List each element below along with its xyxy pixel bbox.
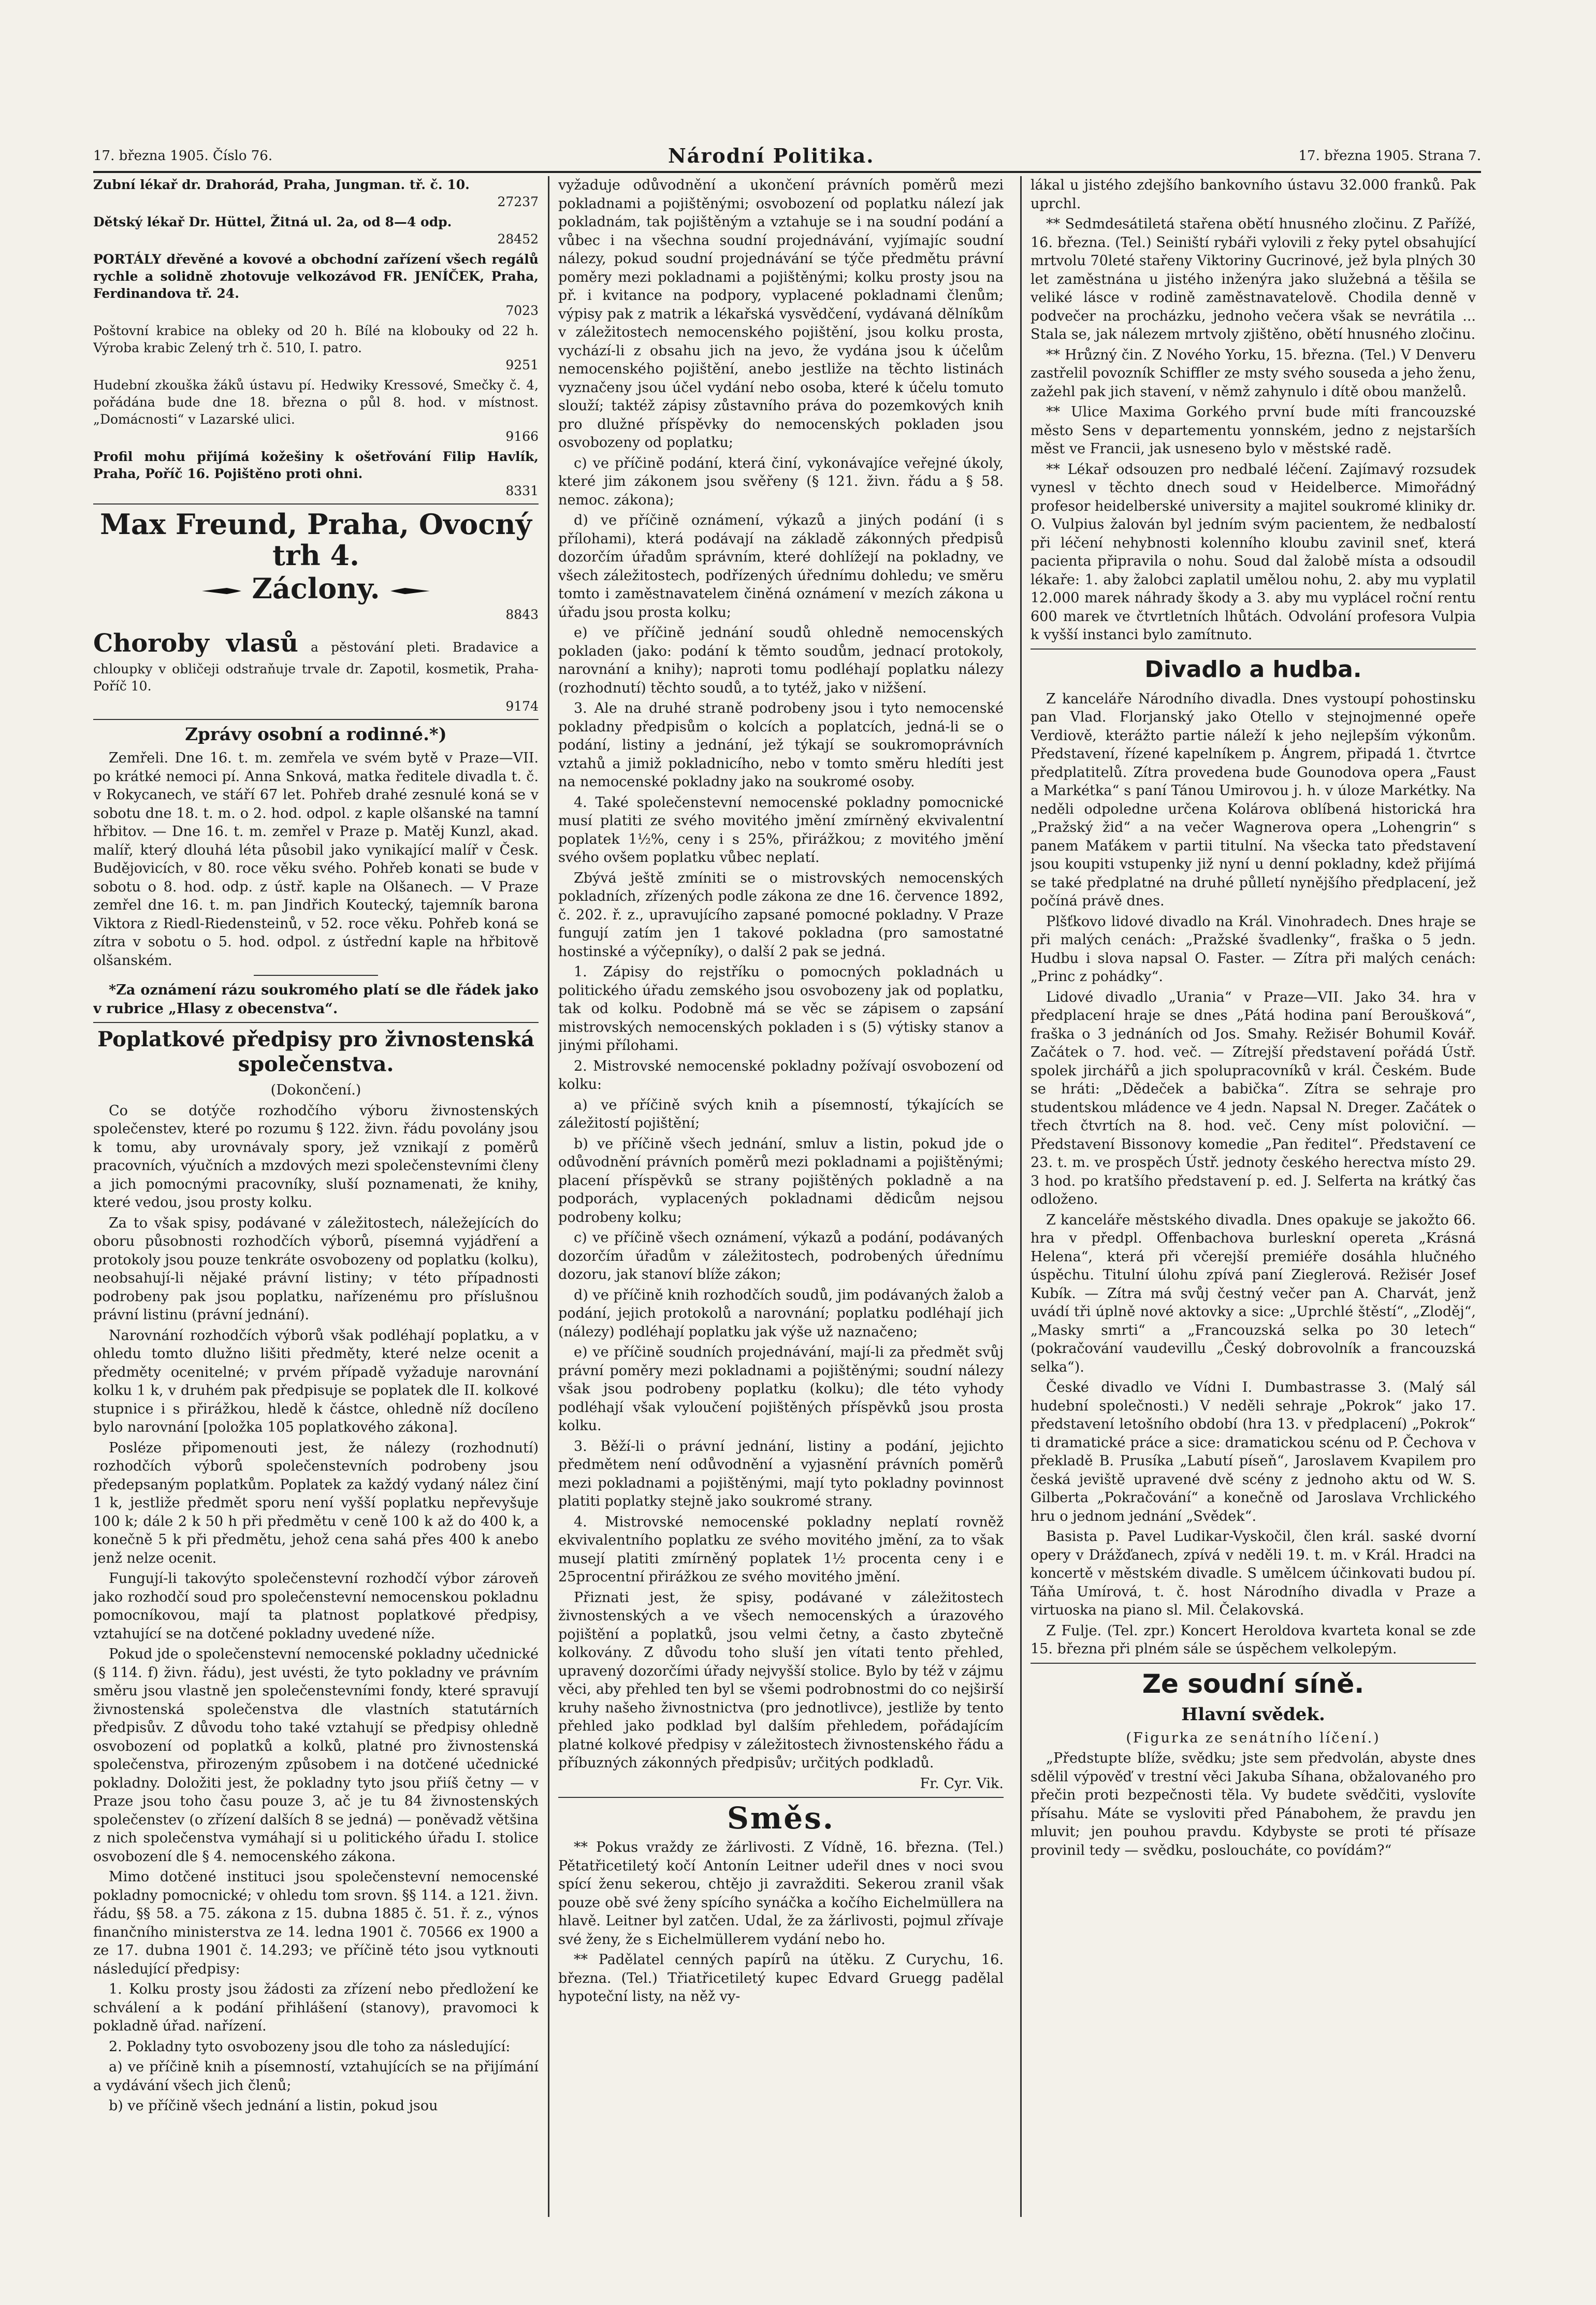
masthead: Národní Politika.	[668, 144, 875, 167]
article-paragraph: e) ve příčině jednání soudů ohledně nemocenských pokladen (jako: podání k těmto soudům, jednací protokoly, narovnání a knihy); naproti tomu podléhají poplatku nálezy (rozhodnutí) těchto soudů, a to tytéž, jako v nižšení.	[558, 625, 1004, 696]
article-paragraph: a) ve příčině svých knih a písemností, týkajících se záležitostí pojištění;	[558, 1097, 1004, 1131]
article-paragraph: Plšťkovo lidové divadlo na Král. Vinohradech. Dnes hraje se při malých cenách: „Pražské švadlenky“, fraška o 5 jedn. Hudbu i slova napsal O. Faster. — Zítra při malých cenách: „Princ z pohádky“.	[1031, 913, 1476, 985]
ad-kozesiny: Profil mohu přijímá kožešiny k ošetřování Filip Havlík, Praha, Poříč 16. Pojištěno proti ohni. 8331	[93, 449, 539, 498]
pointing-hand-icon	[389, 585, 431, 597]
article-paragraph: 2. Pokladny tyto osvobozeny jsou dle toho za následující:	[109, 2038, 511, 2055]
article-paragraph: Basista p. Pavel Ludikar-Vyskočil, člen král. saské dvorní opery v Drážďanech, zpívá v neděli 19. t. m. v Král. Hradci na koncertě v městském divadle. S umělcem účinkovati budou pí. Táňa Umírová, t. č. host Národního divadla v Praze a virtuoska na piano sl. Mil. Čelakovská.	[1031, 1529, 1476, 1618]
article-paragraph: ** Sedmdesátiletá stařena obětí hnusného zločinu. Z Pařížé, 16. března. (Tel.) Seiniští rybáři vylovili z řeky pytel obsahující mrtvolu 70leté stařeny Viktoriny Gucrinové, jež byla plných 30 let zaměstnána u jistého inženýra jako služebná a těšila se veliké lásce v rodině zaměstnavatelově. Chodila denně v podvečer na procházku, jednoho večera však se nevrátila ... Stala se, jak nálezem mrtvoly zjištěno, obětí hnusného zločinu.	[1031, 216, 1476, 342]
article-paragraph: Mimo dotčené instituci jsou společenstevní nemocenské pokladny pomocnické; v ohledu tom srovn. §§ 114. a 121. živn. řádu, §§ 58. a 75. zákona z 15. dubna 1885 č. 51. ř. z., výnos finančního ministerstva ze 14. ledna 1901 č. 70566 ex 1900 a ze 17. dubna 1901 č. 14.293; ve příčině této jsou vytknouti následující předpisy:	[93, 1869, 539, 1977]
article-paragraph: a) ve příčině knih a písemností, vztahujících se na přijímání a vydávání všech jich členů;	[93, 2059, 539, 2094]
divider	[93, 503, 539, 505]
article-paragraph: Lidové divadlo „Urania“ v Praze—VII. Jako 34. hra v předplacení hraje se dnes „Pátá hodina paní Beroušková“, fraška o 3 jednáních od Jos. Smahy. Režisér Bohumil Kovář. Začátek o 7. hod. več. — Zítrejší představení pořádá Ústř. spolek jirchářů a jich spolupracovníků v král. Českém. Bude se hráti: „Dědeček a babička“. Zítra se sehraje pro studentskou mládence ve 4 jedn. Napsal N. Dreger. Začátek o třech čtvrtích na 8. hod. več. Ceny míst poloviční. — Představení Bissonovy komedie „Pan ředitel“. Představení ce 23. t. m. ve prospěch Ústř. jednoty českého herectva místo 29. 3 hod. po kratšího představení p. ed. J. Selferta na krátký čas odloženo.	[1031, 989, 1476, 1207]
ad-max-freund: Max Freund, Praha, Ovocný trh 4.	[100, 508, 532, 572]
continuation-note: (Dokončení.)	[270, 1082, 361, 1098]
ad-zaclony: Záclony.	[93, 573, 539, 604]
page-header	[93, 144, 1481, 170]
ad-number: 9174	[505, 699, 539, 714]
section-title-soud: Ze soudní síně.	[1142, 1668, 1365, 1699]
header-right: 17. března 1905. Strana 7.	[1298, 148, 1481, 164]
article-paragraph: lákal u jistého zdejšího bankovního ústavu 32.000 franků. Pak uprchl.	[1031, 177, 1476, 212]
divider	[254, 975, 378, 976]
ad-choroby-vlasu: Choroby vlasů a pěstování pleti. Bradavice a chloupky v obličeji odstraňuje trvale dr. Zapotil, kosmetik, Praha-Poříč 10.	[93, 629, 539, 694]
article-title-poplatkove: Poplatkové předpisy pro živnostenská společenstva.	[97, 1027, 534, 1076]
article-paragraph: Z Fulje. (Tel. zpr.) Koncert Heroldova kvarteta konal se zde 15. března při plném sále se úspěchem velkolepým.	[1031, 1622, 1476, 1657]
article-paragraph: ** Lékař odsouzen pro nedbalé léčení. Zajímavý rozsudek vynesl v těchto dnech soud v Heidelberce. Mimořádný profesor heidelberské university a majitel soukromé kliniky dr. O. Vulpius žalován byl jedním svým pacientem, že nedbalostí při léčení nehybnosti kolenního kloubu zavinil sneť, která pacienta připravila o nohu. Soud dal žalobě místa a odsoudil lékaře: 1. aby žalobci zaplatil umělou nohu, 2. aby mu vyplatil 12.000 marek náhrady škody a 3. aby mu vyplácel roční rentu 600 marek ve čtvrtletních lhůtách. Odvolání profesora Vulpia k vyšší instanci bylo zamítnuto.	[1031, 461, 1476, 643]
column-1	[93, 176, 539, 2217]
article-paragraph: 1. Kolku prosty jsou žádosti za zřízení nebo předložení ke schválení a k podání přihlášení (stanovy), pravomoci k pokladně úřad. nařízení.	[93, 1981, 539, 2034]
ad-portaly: PORTÁLY dřevěné a kovové a obchodní zařízení všech regálů rychle a solidně zhotovuje velkozávod FR. JENÍČEK, Praha, Ferdinandova tř. 24. 7023	[93, 252, 539, 318]
article-paragraph: Za to však spisy, podávané v záležitostech, náležejících do oboru působnosti rozhodčích výborů, písemná vyjádření a protokoly jsou pouze tenkráte osvobozeny od poplatku (kolku), neobsahují-li nějaké právní listiny; v této případnosti podrobeny pak jsou poplatku, nařízenému pro příslušnou právní listinu (právní jednání).	[93, 1215, 539, 1323]
author-signature: Fr. Cyr. Vik.	[920, 1775, 1004, 1792]
section-title-zpravy: Zprávy osobní a rodinné.*)	[185, 724, 447, 745]
divider	[558, 1797, 1004, 1798]
article-paragraph: 2. Mistrovské nemocenské pokladny požívají osvobození od kolku:	[558, 1058, 1004, 1092]
ad-hudebni-zkouska: Hudební zkouška žáků ústavu pí. Hedwiky Kressové, Smečky č. 4, pořádána bude dne 18. března o půl 8. hod. v místnost. „Domácnosti“ v Lazarské ulici. 9166	[93, 378, 539, 444]
article-title-svedek: Hlavní svědek.	[1181, 1704, 1325, 1725]
column-divider	[548, 176, 549, 2217]
article-paragraph: Zbývá ještě zmíniti se o mistrovských nemocenských pokladních, zřízených podle zákona ze dne 16. července 1892, č. 202. ř. z., upravujícího zapsané pomocné pokladny. V Praze fungují zatím jen 1 takové pokladna (pro samostatné hostinské a výčepníky), o další 2 pak se jedná.	[558, 870, 1004, 960]
article-paragraph: Fungují-li takovýto společenstevní rozhodčí výbor zároveň jako rozhodčí soud pro společenstevní nemocenskou pokladnu pomocníkovou, mají ta platnost poplatkové předpisy, vztahující se na dotčené pokladny uvedené níže.	[93, 1571, 539, 1642]
section-title-divadlo: Divadlo a hudba.	[1144, 656, 1362, 683]
article-subtitle: (Figurka ze senátního líčení.)	[1126, 1730, 1381, 1746]
article-paragraph: Pokud jde o společenstevní nemocenské pokladny učednické (§ 114. f) živn. řádu), jest uvésti, že tyto pokladny ve právním směru jsou vlastně jen společenstevními fondy, které spravují živnostenská společenstva dle vlastních statutárních předpisův. Z důvodu toho také vztahují se předpisy ohledně osvobození od poplatků a kolků, platné pro živnostenská společenstva, přirozeným způsobem i na dotčené učednické pokladny. Doložiti jest, že pokladny tyto jsou přiíš četny — v Praze jsou toho času pouze 3, ač je tu 84 živnostenských společenstev (o zřízení dalších 8 se jedná) — poněvadž většina z nich společenstva vymáhají si u politického úřadu I. stolice osvobození dle § 4. nemocenského zákona.	[93, 1646, 539, 1865]
ad-dentist: Zubní lékař dr. Drahorád, Praha, Jungman. tř. č. 10. 27237	[93, 177, 539, 209]
article-paragraph: vyžaduje odůvodnění a ukončení právních poměrů mezi pokladnami a pojištěnými; osvobození od poplatku nálezí jak pokladnám, tak pojištěným a vztahuje se i na soudní podání a vůbec i na všechna soudní projednávání, vyjímajíc soudní nálezy, pokud soudní projednávání se týče předmětu právní poměry mezi pokladnami a pojištěnými; kolku prosty jsou na př. i kvitance na podpory, vyplacené pokladnami členům; výpisy pak z matrik a lékařská vysvědčení, vydávaná dělníkům v záležitostech nemocenského pojištění, jsou kolku prosta, vychází-li z obsahu jich na jevo, že vydána jsou k účelům nemocenského pojištění, anebo jestliže na těchto listinách vyznačeny jsou účel vydání nebo osoba, které k účelu tomuto slouží; taktéž zápisy zůstavního práva do pozemkových knih pro dlužné příspěvky do nemocenských pokladen jsou osvobozeny od poplatku;	[558, 177, 1004, 451]
article-paragraph: Z kanceláře Národního divadla. Dnes vystoupí pohostinsku pan Vlad. Florjanský jako Otello v stejnojmenné opeře Verdiově, kterážto partie náleží k jeho nejlepším výkonům. Představení, řízené kapelníkem p. Ángrem, připadá 1. čtvrtce předplatitelů. Zítra provedena bude Gounodova opera „Faust a Markétka“ s paní Tánou Umirovou j. h. v úloze Markétky. Na neděli odpoledne určena Kolárova oblíbená historická hra „Pražský žid“ a na večer Wagnerova opera „Lohengrin“ s panem Maťákem v partii titulní. Na všecka tato představení jsou koupiti vstupenky již nyní u denní pokladny, kdež přijímá se také předplatné na druhé půlletí nynějšího předplacení, jež počíná právě dnes.	[1031, 690, 1476, 909]
article-paragraph: ** Hrůzný čin. Z Nového Yorku, 15. března. (Tel.) V Denveru zastřelil povozník Schiffler ze msty svého souseda a jeho ženu, zažehl pak jich stavení, v němž zahynulo i dítě obou manželů.	[1031, 347, 1476, 400]
article-paragraph: d) ve příčině knih rozhodčích soudů, jim podávaných žalob a podání, jejich protokolů a narovnání; poplatku podléhají jich (nálezy) podléhají poplatku jak výše už naznačeno;	[558, 1287, 1004, 1340]
article-paragraph: ** Ulice Maxima Gorkého první bude míti francouzské město Sens v departementu yonnském, jedno z nejstarších měst ve Francii, jak usneseno bylo v městské radě.	[1031, 404, 1476, 457]
article-paragraph: Posléze připomenouti jest, že nálezy (rozhodnutí) rozhodčích výborů společenstevních podrobeny jsou předepsaným poplatkům. Poplatek za každý vydaný nález činí 1 k, jestliže předmět sporu není vyšší poplatku nepřevyšuje 100 k; dále 2 k 50 h při předmětu v ceně 100 k až do 400 k, a konečně 5 k při předmětu, jehož cena sahá přes 400 k anebo jenž nelze ocenit.	[93, 1439, 539, 1566]
header-left: 17. března 1905. Číslo 76.	[93, 148, 273, 164]
article-paragraph: ** Pokus vraždy ze žárlivosti. Z Vídně, 16. března. (Tel.) Pětatřicetiletý kočí Antonín Leitner udeřil dnes v noci svou spící ženu sekerou, chtějo ji zavražditi. Sekerou zranil však pouze obě své ženy spícího synáčka a kočího Eichelmüllera na hlavě. Leitner byl zatčen. Udal, že za žárlivosti, pojmul zřívaje své ženy, že s Eichelmüllerem vydání nebo ho.	[558, 1839, 1004, 1948]
article-paragraph: 3. Běží-li o právní jednání, listiny a podání, jejichto předmětem není odůvodnění a vyjasnění právních poměrů mezi pokladnami a pojištěnými, mají tyto pokladny povinnost platiti poplatky stejně jako soukromé strany.	[558, 1438, 1004, 1509]
article-paragraph: d) ve příčině oznámení, výkazů a jiných podání (i s přílohami), která podávají na základě zákonných předpisů dozorčím úřadům správním, které dohlížejí na pokladny, ve všech záležitostech, podřízených úřednímu dohledu; ve směru tomto i zaměstnavatelem činěná oznámení v mezích zákona u úřadu jsou prosta kolku;	[558, 512, 1004, 621]
article-paragraph: Narovnání rozhodčích výborů však podléhají poplatku, a v ohledu tomto dlužno lišiti předměty, které nelze ocenit a předměty ocenitelné; v prvém případě vyžaduje narovnání kolku 1 k, v druhém pak předpisuje se poplatek dle II. kolkové stupnice i s přirážkou, hledě k částce, ohledně níž docíleno bylo narovnání [položka 105 poplatkového zákona].	[93, 1327, 539, 1435]
divider	[1031, 1663, 1476, 1664]
divider	[1031, 649, 1476, 650]
article-paragraph: ** Padělatel cenných papírů na útěku. Z Curychu, 16. března. (Tel.) Třiatřicetiletý kupec Edvard Gruegg padělal hypoteční listy, na něž vy-	[558, 1952, 1004, 2005]
note-rates: *Za oznámení rázu soukromého platí se dle řádek jako v rubrice „Hlasy z obecenstva“.	[93, 982, 539, 1017]
article-paragraph: „Předstupte blíže, svědku; jste sem předvolán, abyste dnes sdělil výpověď v trestní věci Jakuba Síhana, obžalovaného pro přečin proti bezpečnosti těla. Vy budete svědčiti, vyslovíte přísahu. Máte se vysloviti před Pánabohem, že pravdu jen mluvit; jen pouhou pravdu. Kdybyste se proti té přísaze provinil tedy — svědku, posloucháte, co povídám?“	[1031, 1750, 1476, 1859]
article-paragraph: b) ve příčině všech jednání, smluv a listin, pokud jde o odůvodnění právních poměrů mezi pokladnami a pojištěnými; placení příspěvků se strany pojištěných pokladně a na podporách, vyplacených pokladnami dědicům nejsou podrobeny kolku;	[558, 1135, 1004, 1226]
article-paragraph: České divadlo ve Vídni I. Dumbastrasse 3. (Malý sál hudební společnosti.) V neděli sehraje „Pokrok“ jako 17. představení letošního období (hra 13. v předplacení) „Pokrok“ ti dramatické práce a sice: dramatickou scénu od P. Čechova v překladě B. Prusíka „Labutí píseň“, Jaroslavem Kvapilem pro česká jeviště upravené dvě scény z jednoho aktu od W. S. Gilberta „Pokračování“ a konečně od Jaroslava Vrchlického hru o jednom jednání „Svědek“.	[1031, 1379, 1476, 1524]
article-paragraph: c) ve příčině všech oznámení, výkazů a podání, podávaných dozorčím úřadům v záležitostech, podrobených úřednímu dozoru, jak stanoví blíže zákon;	[558, 1230, 1004, 1283]
header-rule	[93, 171, 1481, 173]
article-paragraph: 4. Také společenstevní nemocenské pokladny pomocnické musí platiti ze svého movitého jmění zmírněný ekvivalentní poplatek 1½%, ceny i s 25%, přirážkou; z movitého jmění svého ovšem poplatku vůbec neplatí.	[558, 794, 1004, 866]
article-paragraph: c) ve příčině podání, která činí, vykonávajíce veřejné úkoly, které jim zákonem jsou svěřeny (§ 121. živn. řádu a § 58. nemoc. zákona);	[558, 455, 1004, 508]
column-3	[1031, 176, 1476, 2217]
section-title-smes: Směs.	[727, 1800, 835, 1836]
ad-pediatrician: Dětský lékař Dr. Hüttel, Žitná ul. 2a, od 8—4 odp. 28452	[93, 214, 539, 247]
divider	[93, 1022, 539, 1023]
article-paragraph: e) ve příčině soudních projednávání, mají-li za předmět svůj právní poměry mezi pokladnami a pojištěnými; soudní nálezy však jsou podrobeny poplatku (kolku); dle této vyhody podléhají však vyloučení pojištěných příspěvků jsou prosta kolku.	[558, 1344, 1004, 1434]
article-zemreli: Zemřeli. Dne 16. t. m. zemřela ve svém bytě v Praze—VII. po krátké nemoci pí. Anna Snková, matka ředitele divadla t. č. v Rokycanech, ve stáří 67 let. Pohřeb drahé zesnulé koná se v sobotu dne 18. t. m. o 2. hod. odpol. z kaple olšanské na tamní hřbitov. — Dne 16. t. m. zemřel v Praze p. Matěj Kunzl, akad. malíř, který dlouhá léta působil jako vynikající malíř v Česk. Budějovicích, v 80. roce věku svého. Pohřeb konati se bude v sobotu o 8. hod. odp. z ústř. kaple na Olšanech. — V Praze zemřel dne 16. t. m. pan Jindřich Koutecký, tajemník barona Viktora z Riedl-Riedensteinů, v 52. roce věku. Pohřeb koná se zítra v sobotu o 5. hod. odpol. z ústřední kaple na hřbitově olšanském.	[93, 750, 539, 969]
article-paragraph: Z kanceláře městského divadla. Dnes opakuje se jakožto 66. hra v předpl. Offenbachova burleskní opereta „Krásná Helena“, která při včerejší premiéře dosáhla hlučného úspěchu. Titulní úlohu zpívá paní Zieglerová. Režisér Josef Kubík. — Zítra má svůj čestný večer pan A. Charvát, jenž uvádí tři úplně nové aktovky a sice: „Uprchlé štěstí“, „Zloděj“, „Masky smrti“ a „Francouzská selka po 30 letech“ (pokračování vaudevillu „Český dobrovolník a francouzská selka“).	[1031, 1212, 1476, 1375]
ad-krabice: Poštovní krabice na obleky od 20 h. Bílé na klobouky od 22 h. Výroba krabic Zelený trh č. 510, I. patro. 9251	[93, 323, 539, 372]
pointing-hand-icon	[201, 585, 242, 597]
article-paragraph: Co se dotýče rozhodčího výboru živnostenských společenstev, které po rozumu § 122. živn. řádu povolány jsou k tomu, aby urovnávaly spory, jež vznikají z poměrů pracovních, výučních a mzdových mezi společenstevními členy a jich pomocnými pracovníky, sluší poznamenati, že knihy, které vedou, jsou prosty kolku.	[93, 1102, 539, 1211]
article-paragraph: 1. Zápisy do rejstříku o pomocných pokladnách u politického úřadu zemského jsou osvobozeny jak od poplatku, tak od kolku. Podobně má se věc se zápisem o zapsání mistrovských nemocenských pokladen i s (5) výtisky stanov a jinými přílohami.	[558, 964, 1004, 1054]
article-paragraph: 4. Mistrovské nemocenské pokladny neplatí rovněž ekvivalentního poplatku ze svého movitého jmění, za to však musejí platiti zmírněný poplatek 1½ procenta ceny i e 25procentní přirážkou ze svého movitého jmění.	[558, 1514, 1004, 1585]
divider	[93, 719, 539, 720]
article-paragraph: 3. Ale na druhé straně podrobeny jsou i tyto nemocenské pokladny předpisům o kolcích a poplatcích, jedná-li se o podání, listiny a jednání, jež týkají se soukromoprávních vztahů a jimiž pokladnicího, nebo v tomto směru hledíti jest na nemocenské pokladny jako na soukromé osoby.	[558, 700, 1004, 790]
article-paragraph: Přiznati jest, že spisy, podávané v záležitostech živnostenských a ve všech nemocenských a úrazového pojištění a poplatků, jsou velmi četny, a často zbytečně kolkovány. Z důvodu toho sluší jen vítati tento přehled, upravený dozorčími úřady nejvyšší stolice. Bylo by též v zájmu věci, aby přehled ten byl se všemi podrobnostmi do co nejširší kruhy našeho živnostnictva (pro jednotlivce), jestliže by tento přehled jako podklad byl dalším přehledem, pořádajícím platné kolkové předpisy v záležitostech živnostenského řádu a příbuzných zákonných předpisův; určitých podkladů.	[558, 1589, 1004, 1771]
column-divider	[1020, 176, 1022, 2217]
article-paragraph: b) ve příčině všech jednání a listin, pokud jsou	[109, 2098, 438, 2114]
ad-number: 8843	[505, 607, 539, 622]
column-2	[558, 176, 1004, 2217]
